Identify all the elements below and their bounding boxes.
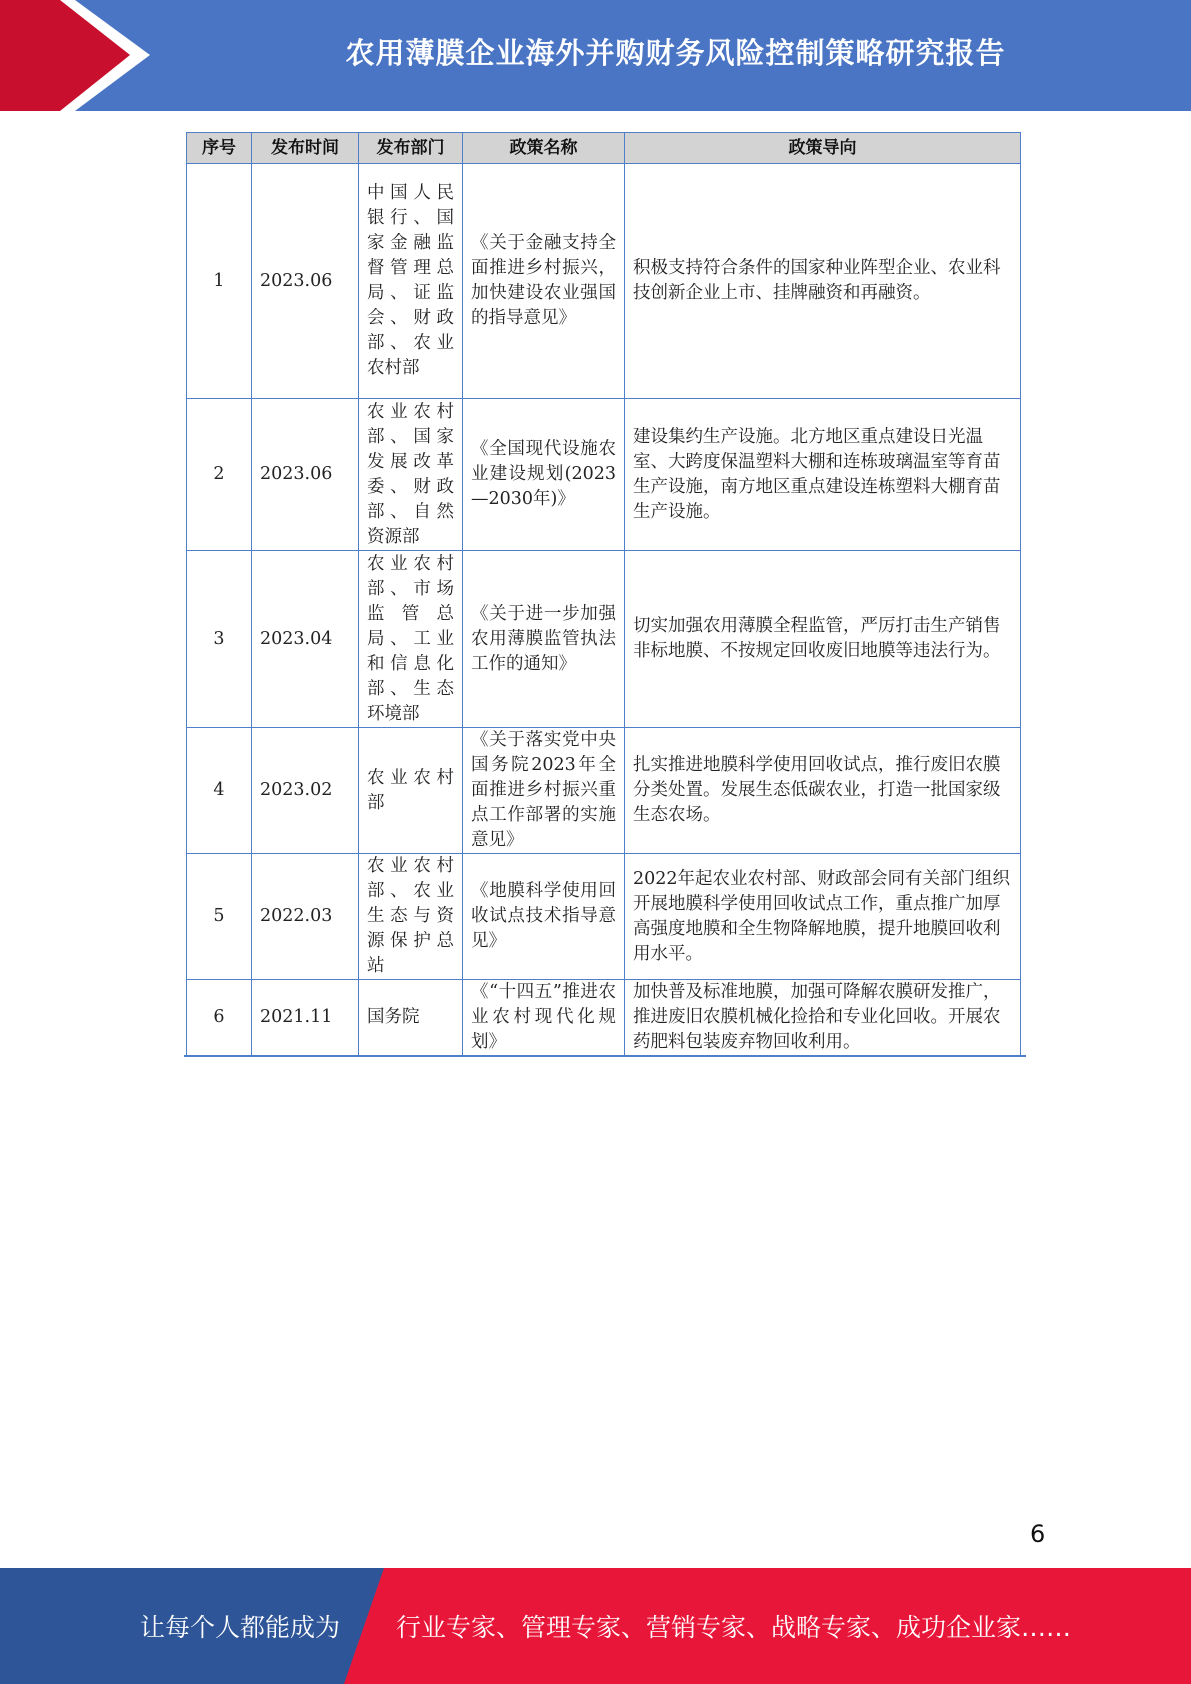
- cell-date: 2021.11: [252, 980, 359, 1056]
- table-row: [187, 728, 1021, 854]
- page-footer: [0, 1568, 1191, 1684]
- cell-date: 2023.02: [252, 728, 359, 854]
- cell-dept: 农业农村部、市场监管总局、工业和信息化部、生态环境部: [359, 551, 463, 728]
- cell-no: 4: [187, 728, 252, 854]
- cell-direction: 建设集约生产设施。北方地区重点建设日光温室、大跨度保温塑料大棚和连栋玻璃温室等育苗生产设施，南方地区重点建设连栋塑料大棚育苗生产设施。: [625, 399, 1021, 551]
- cell-policy-name: 《地膜科学使用回收试点技术指导意见》: [463, 854, 625, 980]
- cell-dept: 国务院: [359, 980, 463, 1056]
- cell-no: 5: [187, 854, 252, 980]
- cell-policy-name: 《全国现代设施农业建设规划(2023—2030年)》: [463, 399, 625, 551]
- header-arrow-decoration: [0, 0, 160, 111]
- col-header-no: 序号: [187, 133, 252, 164]
- cell-dept: 中国人民银行、国家金融监督管理总局、证监会、财政部、农业农村部: [359, 164, 463, 399]
- table-row: [187, 164, 1021, 399]
- col-header-direction: 政策导向: [625, 133, 1021, 164]
- cell-no: 1: [187, 164, 252, 399]
- table-row: [187, 854, 1021, 980]
- page-number: 6: [1030, 1520, 1046, 1548]
- cell-direction: 切实加强农用薄膜全程监管，严厉打击生产销售非标地膜、不按规定回收废旧地膜等违法行为。: [625, 551, 1021, 728]
- cell-no: 2: [187, 399, 252, 551]
- cell-no: 3: [187, 551, 252, 728]
- cell-dept: 农业农村部、农业生态与资源保护总站: [359, 854, 463, 980]
- cell-policy-name: 《关于落实党中央国务院2023年全面推进乡村振兴重点工作部署的实施意见》: [463, 728, 625, 854]
- table-row: [187, 399, 1021, 551]
- cell-direction: 积极支持符合条件的国家种业阵型企业、农业科技创新企业上市、挂牌融资和再融资。: [625, 164, 1021, 399]
- cell-direction: 加快普及标准地膜，加强可降解农膜研发推广，推进废旧农膜机械化捡拾和专业化回收。开展农药肥料包装废弃物回收利用。: [625, 980, 1021, 1056]
- cell-no: 6: [187, 980, 252, 1056]
- cell-direction: 2022年起农业农村部、财政部会同有关部门组织开展地膜科学使用回收试点工作，重点推广加厚高强度地膜和全生物降解地膜，提升地膜回收利用水平。: [625, 854, 1021, 980]
- col-header-date: 发布时间: [252, 133, 359, 164]
- cell-date: 2023.06: [252, 164, 359, 399]
- footer-slogan-left: 让每个人都能成为: [140, 1613, 341, 1642]
- cell-dept: 农业农村部、国家发展改革委、财政部、自然资源部: [359, 399, 463, 551]
- table-header-row: [187, 133, 1021, 164]
- col-header-dept: 发布部门: [359, 133, 463, 164]
- table-row: [187, 551, 1021, 728]
- report-title: 农用薄膜企业海外并购财务风险控制策略研究报告: [345, 36, 1006, 70]
- cell-policy-name: 《关于金融支持全面推进乡村振兴，加快建设农业强国的指导意见》: [463, 164, 625, 399]
- cell-policy-name: 《“十四五”推进农业农村现代化规划》: [463, 980, 625, 1056]
- cell-dept: 农业农村部: [359, 728, 463, 854]
- footer-slogan-right: 行业专家、管理专家、营销专家、战略专家、成功企业家……: [396, 1613, 1072, 1642]
- cell-date: 2022.03: [252, 854, 359, 980]
- cell-policy-name: 《关于进一步加强农用薄膜监管执法工作的通知》: [463, 551, 625, 728]
- page-header: [0, 0, 1191, 111]
- col-header-name: 政策名称: [463, 133, 625, 164]
- table-bottom-rule: [184, 1055, 1026, 1057]
- policy-table: [186, 132, 1021, 1056]
- policy-table-container: [186, 132, 1021, 1056]
- cell-date: 2023.04: [252, 551, 359, 728]
- cell-direction: 扎实推进地膜科学使用回收试点，推行废旧农膜分类处置。发展生态低碳农业，打造一批国家级生态农场。: [625, 728, 1021, 854]
- table-row: [187, 980, 1021, 1056]
- cell-date: 2023.06: [252, 399, 359, 551]
